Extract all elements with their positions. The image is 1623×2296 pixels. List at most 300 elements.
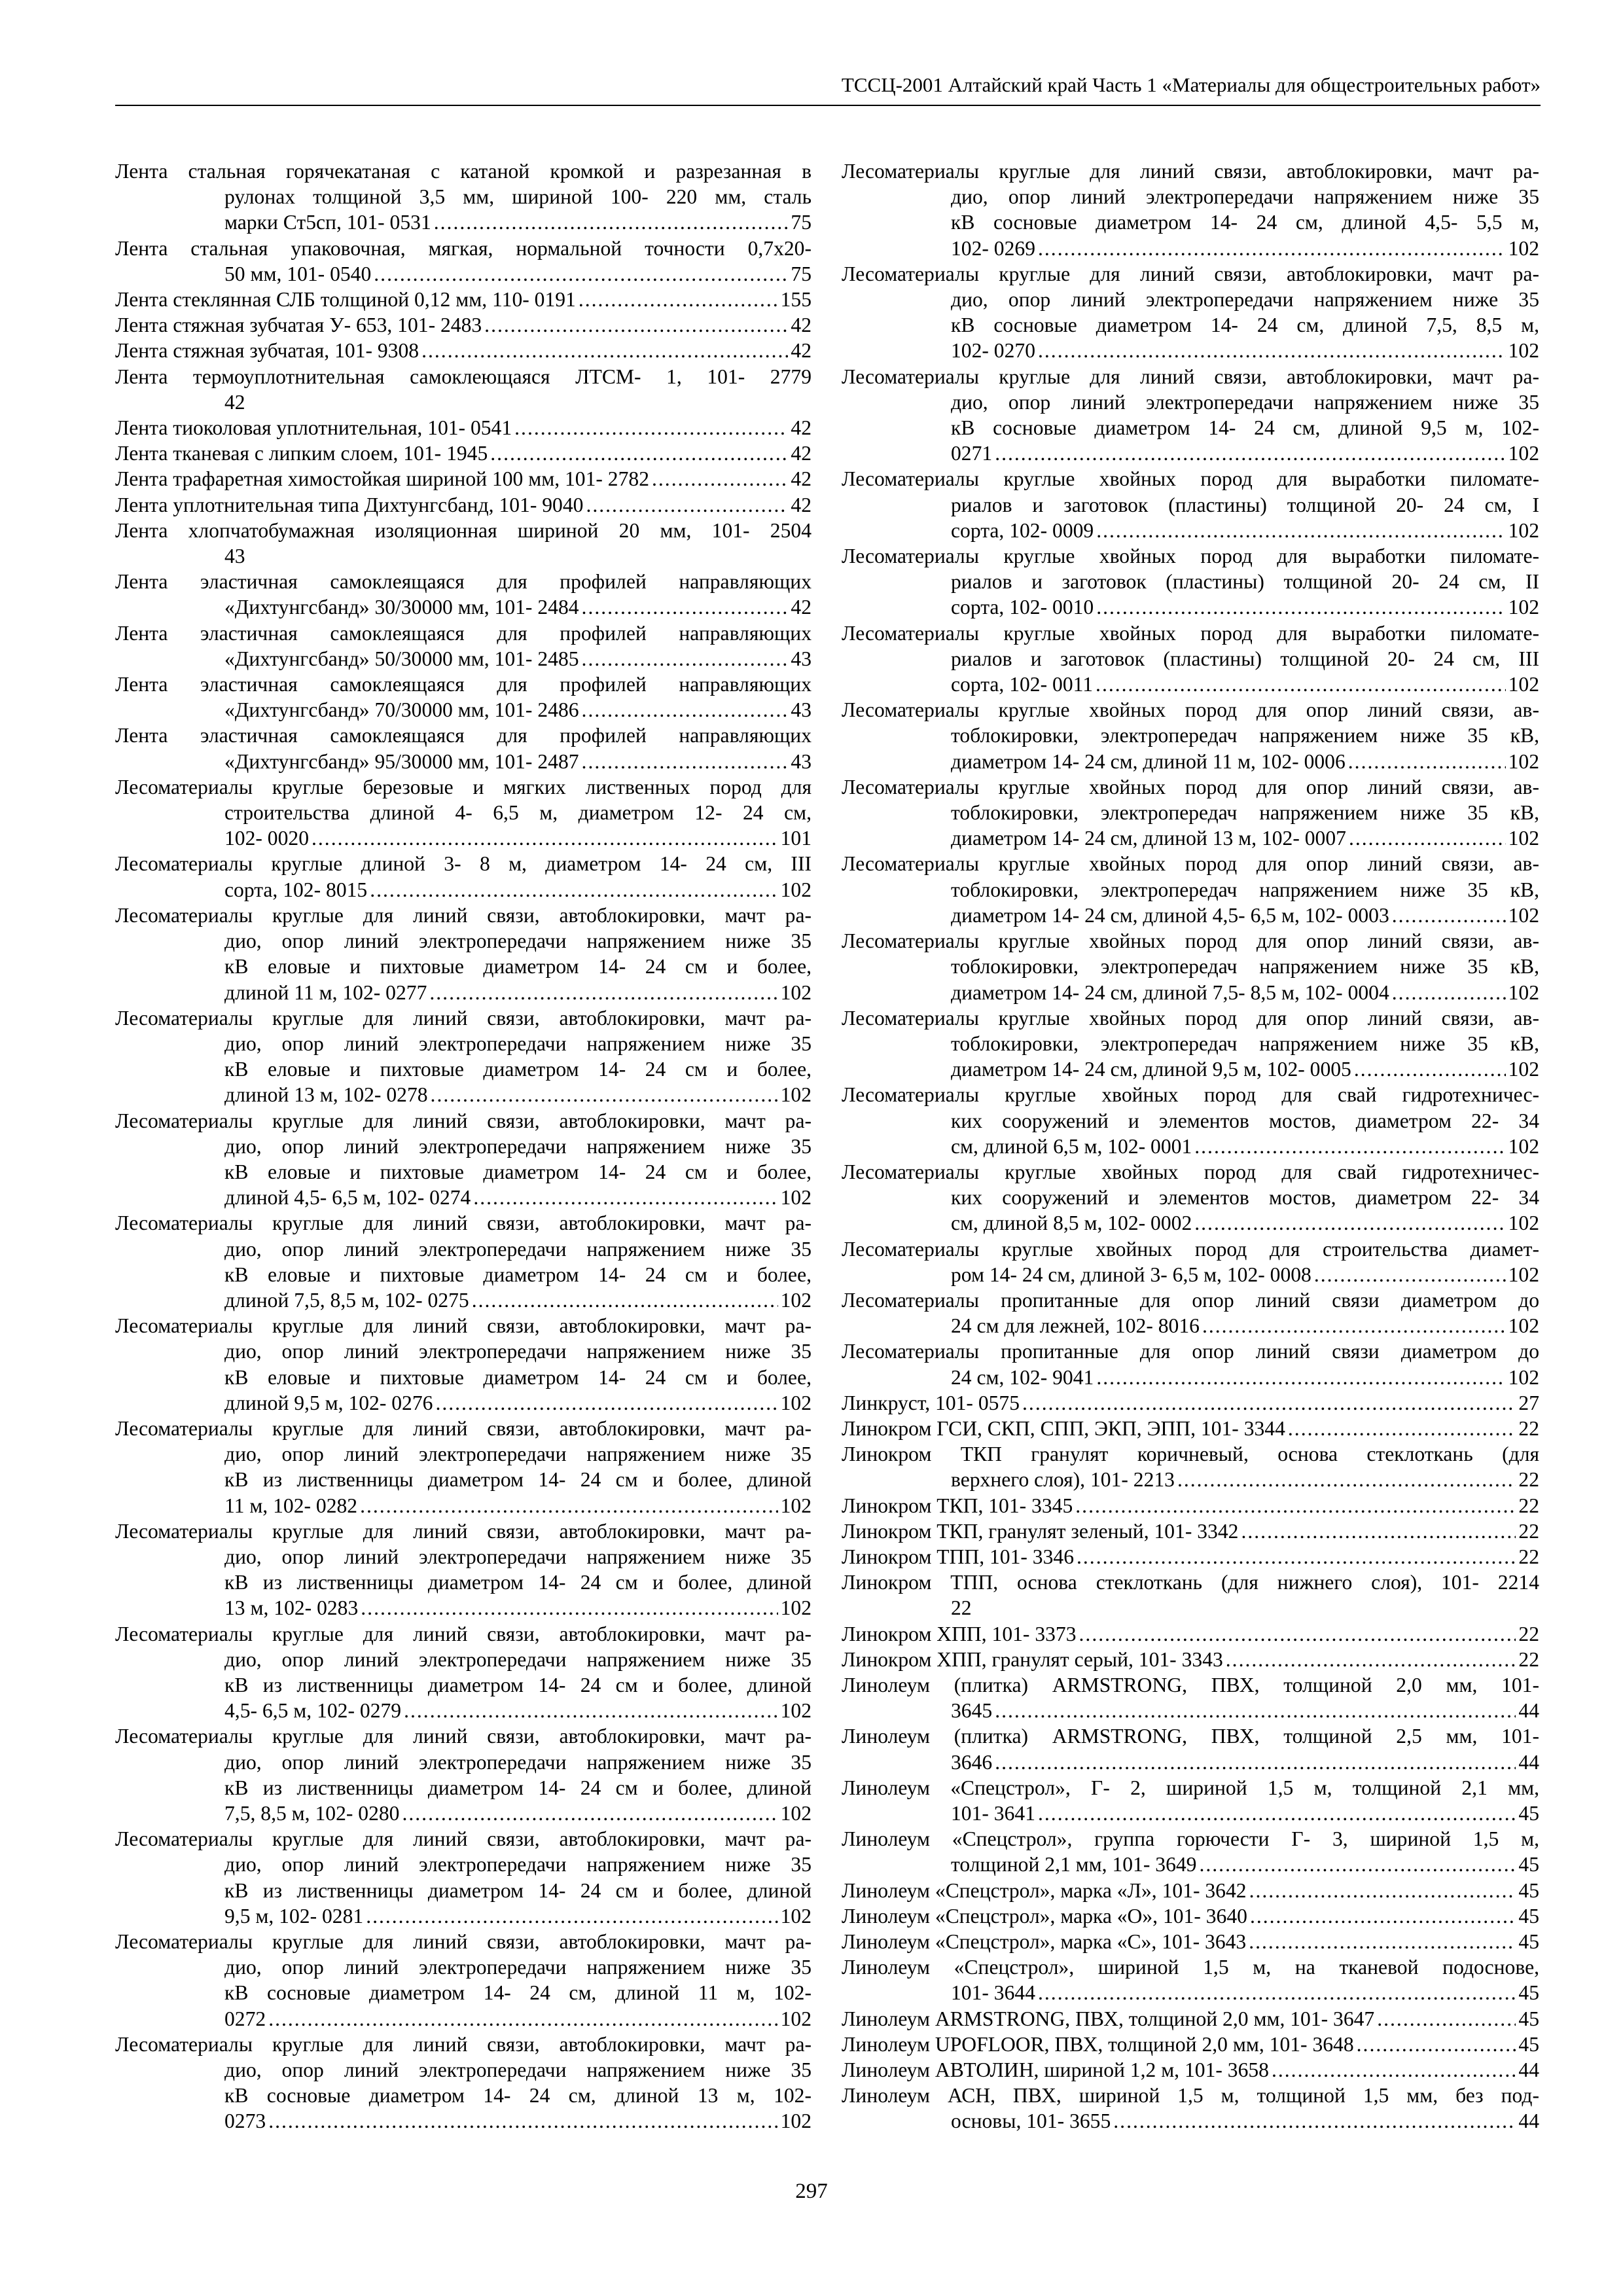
index-entry-line: Лесоматериалы круглые хвойных пород для свай гидротехничес- (842, 1083, 1539, 1107)
index-entry (115, 492, 812, 518)
dot-leader (1096, 594, 1505, 620)
dot-leader (1079, 1621, 1516, 1647)
index-entry-last-line (224, 1287, 812, 1313)
index-entry-line: Лесоматериалы круглые для линий связи, автоблокировки, мачт ра- (115, 1622, 812, 1645)
index-entry-page-ref: 22 (1518, 1622, 1539, 1645)
index-entry-text: «Дихтунгсбанд» 70/30000 мм, 101- 2486 (224, 698, 579, 722)
index-entry-page-ref: 42 (791, 493, 812, 516)
index-entry-page-ref: 101 (780, 827, 812, 850)
index-entry-line: Лесоматериалы пропитанные для опор линий связи диаметром до (842, 1340, 1539, 1363)
index-entry-line: Лесоматериалы круглые для линий связи, автоблокировки, мачт ра- (115, 1416, 812, 1440)
index-entry-last-line (951, 1056, 1539, 1082)
index-entry-last-line (951, 338, 1539, 363)
dot-leader (404, 1698, 778, 1723)
index-entry-last-line (224, 1082, 812, 1107)
dot-leader (1022, 1390, 1516, 1416)
dot-leader (421, 338, 788, 363)
index-entry-last-line (842, 1493, 1539, 1518)
index-entry-line: Лента эластичная самоклеящаяся для профилей направляющих (115, 673, 812, 696)
index-entry (842, 1621, 1539, 1647)
index-entry (842, 697, 1539, 774)
index-entry-text: 3646 (951, 1750, 993, 1774)
index-entry-line: Лесоматериалы круглые хвойных пород для строительства диамет- (842, 1237, 1539, 1261)
index-entry-page-ref: 102 (1508, 518, 1539, 542)
dot-leader (1249, 1929, 1516, 1954)
index-entry-last-line (224, 543, 812, 569)
index-entry-text: 102- 0269 (951, 236, 1035, 260)
index-entry (115, 1210, 812, 1313)
index-entry-line: кВ сосновые диаметром 14- 24 см, длиной 7,5, 8,5 м, (951, 314, 1539, 337)
index-entry-line: Линолеум «Спецстрол», шириной 1,5 м, на тканевой подоснове, (842, 1956, 1539, 1979)
index-entry-text: Линокром ТКП, гранулят зеленый, 101- 3342 (842, 1519, 1239, 1543)
index-entry (842, 1672, 1539, 1723)
index-entry-page-ref: 22 (1518, 1494, 1539, 1517)
index-entry-last-line (951, 518, 1539, 543)
index-entry (115, 1518, 812, 1621)
index-entry (842, 2032, 1539, 2057)
index-entry-line: риалов и заготовок (пластины) толщиной 20- 24 см, II (951, 570, 1539, 594)
index-entry-line: Линолеум (плитка) ARMSTRONG, ПВХ, толщиной 2,0 мм, 101- (842, 1673, 1539, 1696)
index-entry-line: Лента эластичная самоклеящаяся для профилей направляющих (115, 621, 812, 645)
index-entry-page-ref: 102 (780, 1391, 812, 1414)
index-entry-line: дио, опор линий электропередачи напряжением ниже 35 (224, 1853, 812, 1876)
index-entry-line: Линокром ТКП гранулят коричневый, основа стеклоткань (для (842, 1443, 1539, 1466)
dot-leader (1075, 1493, 1516, 1518)
index-entry-line: Лесоматериалы круглые для линий связи, автоблокировки, мачт ра- (115, 1006, 812, 1030)
index-entry-page-ref: 102 (1508, 1365, 1539, 1389)
index-entry-line: дио, опор линий электропередачи напряжением ниже 35 (224, 1750, 812, 1774)
dot-leader (1249, 1878, 1516, 1903)
index-entry-line: Лента стальная упаковочная, мягкая, нормальной точности 0,7х20- (115, 236, 812, 260)
page-number: 297 (795, 2179, 828, 2203)
index-entry-page-ref: 22 (1518, 1416, 1539, 1440)
index-entry-line: ких сооружений и элементов мостов, диаметром 22- 34 (951, 1109, 1539, 1132)
dot-leader (490, 440, 788, 466)
index-entry-last-line (115, 492, 812, 518)
dot-leader (268, 2108, 777, 2134)
dot-leader (1096, 1365, 1505, 1390)
index-entry-line: Лесоматериалы круглые для линий связи, автоблокировки, мачт ра- (115, 1827, 812, 1851)
index-entry-text: сорта, 102- 0009 (951, 518, 1094, 542)
index-entry-page-ref: 42 (224, 390, 245, 414)
index-entry-text: Линокром ХПП, гранулят серый, 101- 3343 (842, 1647, 1223, 1671)
dot-leader (1314, 1262, 1506, 1287)
index-entry (115, 1108, 812, 1211)
index-entry-page-ref: 42 (791, 596, 812, 619)
index-entry-line: кВ сосновые диаметром 14- 24 см, длиной 13 м, 102- (224, 2084, 812, 2108)
index-entry (842, 620, 1539, 698)
index-entry-text: 3645 (951, 1699, 993, 1723)
index-entry (842, 158, 1539, 261)
dot-leader (995, 1698, 1516, 1723)
dot-leader (1038, 236, 1506, 261)
dot-leader (582, 697, 789, 723)
index-entry-page-ref: 102 (1508, 1134, 1539, 1158)
index-entry (842, 1878, 1539, 1903)
index-entry-line: Линолеум (плитка) ARMSTRONG, ПВХ, толщиной 2,5 мм, 101- (842, 1725, 1539, 1748)
index-entry-text: Линокром ГСИ, СКП, СПП, ЭКП, ЭПП, 101- 3344 (842, 1416, 1285, 1440)
index-entry-page-ref: 45 (1518, 1853, 1539, 1876)
index-entry-text: 102- 0270 (951, 339, 1035, 363)
index-entry-line: Линолеум АСН, ПВХ, шириной 1,5 м, толщиной 1,5 мм, без под- (842, 2084, 1539, 2108)
index-entry-line: кВ из лиственницы диаметром 14- 24 см и более, длиной (224, 1776, 812, 1799)
index-entry-line: кВ еловые и пихтовые диаметром 14- 24 см и более, (224, 955, 812, 978)
index-entry-text: 7,5, 8,5 м, 102- 0280 (224, 1802, 400, 1825)
index-entry-last-line (224, 646, 812, 672)
index-entry-line: дио, опор линий электропередачи напряжением ниже 35 (224, 1545, 812, 1568)
index-entry-line: кВ из лиственницы диаметром 14- 24 см и более, длиной (224, 1468, 812, 1492)
index-entry (842, 1416, 1539, 1441)
index-entry-page-ref: 102 (780, 1083, 812, 1107)
index-entry-text: 13 м, 102- 0283 (224, 1596, 359, 1620)
index-entry (842, 1775, 1539, 1826)
index-entry-last-line (951, 1852, 1539, 1877)
index-entry-last-line (842, 2032, 1539, 2057)
index-entry-line: Лесоматериалы круглые для линий связи, автоблокировки, мачт ра- (115, 1109, 812, 1132)
index-entry-line: Лесоматериалы круглые хвойных пород для выработки пиломате- (842, 621, 1539, 645)
index-entry-line: тоблокировки, электропередач напряжением ниже 35 кВ, (951, 801, 1539, 825)
dot-leader (1348, 749, 1506, 774)
index-entry-line: кВ из лиственницы диаметром 14- 24 см и более, длиной (224, 1673, 812, 1696)
index-entry-last-line (951, 1313, 1539, 1338)
index-entry-line: дио, опор линий электропередачи напряжением ниже 35 (951, 185, 1539, 209)
index-entry (115, 1005, 812, 1108)
index-entry-last-line (951, 903, 1539, 928)
dot-leader (582, 594, 789, 620)
index-entry-text: диаметром 14- 24 см, длиной 9,5 м, 102- 0005 (951, 1058, 1351, 1081)
index-entry-last-line (224, 1493, 812, 1518)
index-entry-last-line (842, 2006, 1539, 2032)
index-entry-page-ref: 45 (1518, 2007, 1539, 2030)
index-entry-line: Лесоматериалы круглые для линий связи, автоблокировки, мачт ра- (115, 1519, 812, 1543)
index-entry-text: диаметром 14- 24 см, длиной 4,5- 6,5 м, 102- 0003 (951, 903, 1389, 927)
index-entry-last-line (951, 236, 1539, 261)
index-entry-page-ref: 102 (1508, 903, 1539, 927)
index-entry-page-ref: 102 (780, 1288, 812, 1312)
index-entry-text: «Дихтунгсбанд» 95/30000 мм, 101- 2487 (224, 749, 579, 773)
index-entry (842, 1570, 1539, 1621)
index-entry-page-ref: 102 (1508, 980, 1539, 1004)
index-entry-page-ref: 102 (1508, 1211, 1539, 1235)
index-entry-last-line (115, 287, 812, 312)
dot-leader (1038, 1801, 1516, 1826)
index-entry-page-ref: 102 (1508, 749, 1539, 773)
index-entry-page-ref: 22 (1518, 1468, 1539, 1492)
dot-leader (473, 1185, 777, 1210)
index-entry (842, 851, 1539, 928)
index-entry-line: кВ из лиственницы диаметром 14- 24 см и более, длиной (224, 1878, 812, 1902)
index-entry-last-line (951, 749, 1539, 774)
index-entry (115, 312, 812, 338)
index-entry-line: дио, опор линий электропередачи напряжением ниже 35 (951, 288, 1539, 312)
index-entry-text: 24 см, 102- 9041 (951, 1365, 1094, 1389)
index-entry-line: кВ еловые и пихтовые диаметром 14- 24 см и более, (224, 1160, 812, 1183)
index-entry-line: Лента эластичная самоклеящаяся для профилей направляющих (115, 570, 812, 594)
index-entry (842, 1441, 1539, 1492)
index-entry (842, 2083, 1539, 2134)
index-entry-text: 4,5- 6,5 м, 102- 0279 (224, 1699, 402, 1723)
dot-leader (1177, 1467, 1516, 1492)
index-entry (115, 158, 812, 236)
index-entry-last-line (224, 594, 812, 620)
index-entry-line: дио, опор линий электропередачи напряжением ниже 35 (224, 1956, 812, 1979)
index-entry-text: основы, 101- 3655 (951, 2109, 1111, 2133)
index-entry (842, 1723, 1539, 1774)
index-entry-line: дио, опор линий электропередачи напряжением ниже 35 (224, 1134, 812, 1158)
index-entry-last-line (951, 672, 1539, 697)
index-entry-page-ref: 45 (1518, 1981, 1539, 2005)
index-entry-line: кВ еловые и пихтовые диаметром 14- 24 см и более, (224, 1058, 812, 1081)
index-entry (842, 774, 1539, 852)
index-entry-line: Лесоматериалы круглые хвойных пород для свай гидротехничес- (842, 1160, 1539, 1183)
index-entry-line: Лесоматериалы круглые хвойных пород для опор линий связи, ав- (842, 698, 1539, 722)
index-entry-last-line (842, 1647, 1539, 1672)
index-entry-text: Лента уплотнительная типа Дихтунгсбанд, 101- 9040 (115, 493, 584, 516)
index-entry-page-ref: 102 (1508, 596, 1539, 619)
index-entry-page-ref: 75 (791, 262, 812, 285)
index-entry-text: Линолеум «Спецстрол», марка «С», 101- 3643 (842, 1930, 1247, 1954)
index-entry-page-ref: 44 (1518, 2109, 1539, 2133)
index-entry-line: дио, опор линий электропередачи напряжением ниже 35 (224, 1647, 812, 1671)
index-entry (842, 1236, 1539, 1287)
index-entry-line: тоблокировки, электропередач напряжением ниже 35 кВ, (951, 878, 1539, 901)
index-entry-page-ref: 155 (780, 288, 812, 312)
index-entry-text: 101- 3644 (951, 1981, 1035, 2005)
index-entry-page-ref: 102 (780, 980, 812, 1004)
index-entry-text: 0273 (224, 2109, 266, 2133)
index-entry-page-ref: 45 (1518, 1904, 1539, 1928)
dot-leader (586, 492, 788, 518)
index-entry-page-ref: 102 (780, 1186, 812, 1210)
index-entry-last-line (951, 440, 1539, 466)
index-entry-text: Линолеум UPOFLOOR, ПВХ, толщиной 2,0 мм, 101- 3648 (842, 2032, 1354, 2056)
index-entry-text: 101- 3641 (951, 1802, 1035, 1825)
index-entry-line: кВ еловые и пихтовые диаметром 14- 24 см и более, (224, 1365, 812, 1389)
dot-leader (366, 1903, 777, 1929)
dot-leader (1194, 1210, 1505, 1236)
index-entry-text: 0272 (224, 2007, 266, 2030)
index-entry (115, 415, 812, 440)
index-entry-page-ref: 43 (791, 647, 812, 670)
index-entry-text: 24 см для лежней, 102- 8016 (951, 1314, 1200, 1338)
index-entry-page-ref: 102 (780, 1699, 812, 1723)
dot-leader (1354, 1056, 1506, 1082)
index-entry-text: длиной 11 м, 102- 0277 (224, 980, 427, 1004)
index-entry-last-line (951, 1365, 1539, 1390)
dot-leader (579, 287, 778, 312)
dot-leader (1096, 672, 1506, 697)
index-entry-line: риалов и заготовок (пластины) толщиной 20- 24 см, I (951, 493, 1539, 516)
index-entry-text: Линолеум «Спецстрол», марка «О», 101- 3640 (842, 1904, 1247, 1928)
index-entry-page-ref: 102 (780, 2109, 812, 2133)
dot-leader (1272, 2057, 1516, 2083)
index-entry (115, 672, 812, 723)
index-entry (115, 1929, 812, 2032)
index-entry (115, 518, 812, 569)
index-entry-page-ref: 102 (780, 1904, 812, 1928)
index-entry-text: Линолеум АВТОЛИН, шириной 1,2 м, 101- 3658 (842, 2058, 1269, 2082)
index-entry-last-line (842, 1518, 1539, 1544)
index-entry-line: Лента эластичная самоклеящаяся для профилей направляющих (115, 724, 812, 747)
index-entry-line: Лесоматериалы круглые хвойных пород для опор линий связи, ав- (842, 929, 1539, 953)
index-entry-page-ref: 102 (780, 1596, 812, 1620)
index-entry-line: кВ сосновые диаметром 14- 24 см, длиной 4,5- 5,5 м, (951, 211, 1539, 234)
index-entry (842, 1544, 1539, 1570)
dot-leader (1199, 1852, 1516, 1877)
index-entry-last-line (224, 749, 812, 774)
dot-leader (361, 1595, 777, 1621)
index-entry-last-line (951, 594, 1539, 620)
dot-leader (995, 1749, 1516, 1775)
index-entry-page-ref: 102 (780, 2007, 812, 2030)
index-entry-line: Лесоматериалы круглые для линий связи, автоблокировки, мачт ра- (842, 160, 1539, 183)
index-entry (842, 1493, 1539, 1518)
index-entry (842, 928, 1539, 1005)
index-entry-line: дио, опор линий электропередачи напряжением ниже 35 (224, 1031, 812, 1055)
index-entry-line: дио, опор линий электропередачи напряжением ниже 35 (224, 1340, 812, 1363)
index-entry-last-line (951, 1262, 1539, 1287)
index-entry-line: кВ сосновые диаметром 14- 24 см, длиной 11 м, 102- (224, 1981, 812, 2005)
index-entry-line: дио, опор линий электропередачи напряжением ниже 35 (224, 1237, 812, 1261)
index-entry-page-ref: 45 (1518, 1802, 1539, 1825)
index-entry-line: Лента хлопчатобумажная изоляционная шириной 20 мм, 101- 2504 (115, 518, 812, 542)
dot-leader (1038, 1980, 1516, 2005)
index-entry-last-line (224, 2006, 812, 2032)
index-entry-last-line (115, 312, 812, 338)
index-entry-line: Лесоматериалы круглые хвойных пород для опор линий связи, ав- (842, 775, 1539, 798)
index-entry-page-ref: 102 (1508, 1263, 1539, 1286)
index-entry-line: Лесоматериалы круглые для линий связи, автоблокировки, мачт ра- (842, 365, 1539, 388)
index-entry-text: сорта, 102- 0011 (951, 673, 1094, 696)
index-column-right (842, 158, 1539, 2134)
index-entry-text: диаметром 14- 24 см, длиной 13 м, 102- 0007 (951, 827, 1346, 850)
dot-leader (431, 1082, 778, 1107)
index-entry-last-line (842, 1544, 1539, 1570)
index-entry-page-ref: 75 (791, 211, 812, 234)
index-entry-line: кВ еловые и пихтовые диаметром 14- 24 см и более, (224, 1263, 812, 1286)
index-entry-last-line (951, 980, 1539, 1005)
index-entry-line: дио, опор линий электропередачи напряжением ниже 35 (224, 929, 812, 953)
index-entry-text: см, длиной 6,5 м, 102- 0001 (951, 1134, 1192, 1158)
dot-leader (1288, 1416, 1516, 1441)
index-entry-last-line (224, 209, 812, 235)
index-entry (842, 2006, 1539, 2032)
dot-leader (429, 980, 777, 1005)
index-entry (115, 236, 812, 287)
index-entry (842, 1390, 1539, 1416)
index-entry-line: Лесоматериалы круглые для линий связи, автоблокировки, мачт ра- (842, 262, 1539, 285)
index-entry-last-line (842, 1878, 1539, 1903)
index-entry-text: Лента трафаретная химостойкая шириной 100 мм, 101- 2782 (115, 467, 649, 491)
dot-leader (514, 415, 788, 440)
index-entry-page-ref: 44 (1518, 1699, 1539, 1723)
dot-leader (484, 312, 788, 338)
index-entry-text: Лента стяжная зубчатая У- 653, 101- 2483 (115, 314, 482, 337)
index-entry-text: диаметром 14- 24 см, длиной 11 м, 102- 0006 (951, 749, 1346, 773)
index-entry-page-ref: 43 (791, 698, 812, 722)
index-entry (115, 1826, 812, 1929)
index-entry-page-ref: 43 (224, 545, 245, 568)
index-entry-page-ref: 22 (951, 1596, 972, 1620)
index-entry-last-line (842, 1621, 1539, 1647)
dot-leader (1241, 1518, 1516, 1544)
index-entry-last-line (224, 1801, 812, 1826)
index-entry (115, 2032, 812, 2134)
index-entry-line: ких сооружений и элементов мостов, диаметром 22- 34 (951, 1186, 1539, 1210)
dot-leader (402, 1801, 777, 1826)
index-entry-line: кВ из лиственницы диаметром 14- 24 см и более, длиной (224, 1571, 812, 1594)
index-entry-last-line (224, 697, 812, 723)
index-entry-last-line (951, 1801, 1539, 1826)
dot-leader (472, 1287, 778, 1313)
dot-leader (268, 2006, 777, 2032)
index-entry (115, 851, 812, 902)
index-entry-text: 11 м, 102- 0282 (224, 1494, 358, 1517)
dot-leader (1202, 1313, 1506, 1338)
index-entry-text: Линкруст, 101- 0575 (842, 1391, 1020, 1414)
index-entry-line: риалов и заготовок (пластины) толщиной 20- 24 см, III (951, 647, 1539, 670)
index-entry-text: 9,5 м, 102- 0281 (224, 1904, 364, 1928)
index-entry (115, 723, 812, 774)
dot-leader (582, 749, 789, 774)
dot-leader (1377, 2006, 1516, 2032)
index-entry (115, 774, 812, 852)
index-entry-line: дио, опор линий электропередачи напряжением ниже 35 (224, 2058, 812, 2082)
index-entry-text: диаметром 14- 24 см, длиной 7,5- 8,5 м, 102- 0004 (951, 980, 1389, 1004)
index-entry (115, 620, 812, 672)
index-entry-line: строительства длиной 4- 6,5 м, диаметром 12- 24 см, (224, 801, 812, 825)
dot-leader (1077, 1544, 1516, 1570)
index-entry-line: Лесоматериалы круглые для линий связи, автоблокировки, мачт ра- (115, 1211, 812, 1235)
index-entry-page-ref: 102 (780, 1494, 812, 1517)
index-entry-text: ром 14- 24 см, длиной 3- 6,5 м, 102- 0008 (951, 1263, 1311, 1286)
index-entry-line: Лесоматериалы пропитанные для опор линий связи диаметром до (842, 1288, 1539, 1312)
index-entry-line: Лесоматериалы круглые хвойных пород для опор линий связи, ав- (842, 1006, 1539, 1030)
index-entry-last-line (951, 1698, 1539, 1723)
dot-leader (312, 825, 778, 851)
index-entry-line: Лесоматериалы круглые хвойных пород для выработки пиломате- (842, 467, 1539, 491)
index-entry-line: Лесоматериалы круглые березовые и мягких лиственных пород для (115, 775, 812, 798)
index-entry (842, 1287, 1539, 1338)
index-entry-last-line (115, 338, 812, 363)
index-entry-page-ref: 44 (1518, 2058, 1539, 2082)
index-entry-line: тоблокировки, электропередач напряжением ниже 35 кВ, (951, 724, 1539, 747)
dot-leader (995, 440, 1505, 466)
index-entry (115, 1621, 812, 1724)
index-entry-page-ref: 22 (1518, 1519, 1539, 1543)
index-entry (842, 364, 1539, 467)
index-entry-last-line (115, 440, 812, 466)
index-entry-text: Линолеум «Спецстрол», марка «Л», 101- 3642 (842, 1878, 1247, 1902)
index-entry-text: 0271 (951, 442, 993, 465)
index-entry-page-ref: 102 (1508, 236, 1539, 260)
index-entry-last-line (842, 1929, 1539, 1954)
index-entry-text: длиной 13 м, 102- 0278 (224, 1083, 428, 1107)
index-entry-last-line (224, 980, 812, 1005)
dot-leader (1392, 903, 1506, 928)
dot-leader (1113, 2108, 1516, 2134)
dot-leader (434, 209, 789, 235)
index-entry-line: Лесоматериалы круглые длиной 3- 8 м, диаметром 14- 24 см, III (115, 852, 812, 876)
dot-leader (1392, 980, 1506, 1005)
index-entry-line: Линолеум «Спецстрол», группа горючести Г- 3, шириной 1,5 м, (842, 1827, 1539, 1851)
index-entry (115, 1416, 812, 1518)
dot-leader (1038, 338, 1506, 363)
index-entry (842, 1005, 1539, 1083)
index-entry-text: длиной 4,5- 6,5 м, 102- 0274 (224, 1186, 471, 1210)
index-entry-text: сорта, 102- 0010 (951, 596, 1094, 619)
index-entry-last-line (951, 1467, 1539, 1492)
